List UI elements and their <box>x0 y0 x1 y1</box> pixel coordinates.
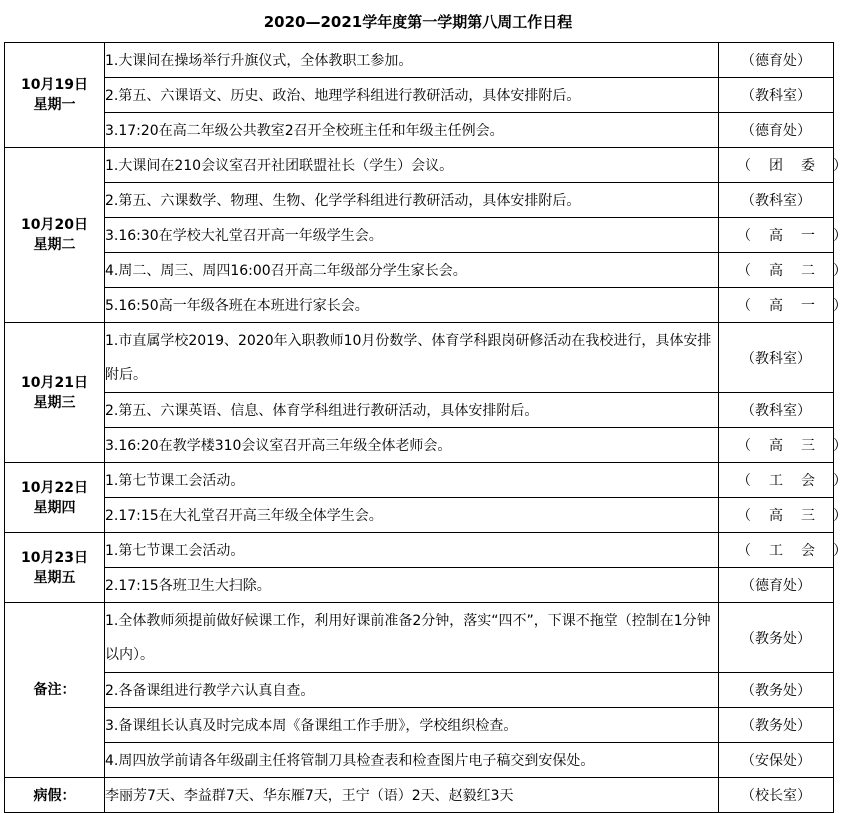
schedule-item: 1.第七节课工会活动。 <box>105 463 719 498</box>
schedule-item: 5.16:50高一年级各班在本班进行家长会。 <box>105 288 719 323</box>
schedule-item: 1.大课间在操场举行升旗仪式，全体教职工参加。 <box>105 43 719 78</box>
table-row <box>5 673 834 708</box>
day-cell <box>5 533 105 603</box>
schedule-item: 1.第七节课工会活动。 <box>105 533 719 568</box>
department-label: （安保处） <box>719 743 834 778</box>
department-label: （德育处） <box>719 568 834 603</box>
schedule-item: 3.17:20在高二年级公共教室2召开全校班主任和年级主任例会。 <box>105 113 719 148</box>
note-item: 4.周四放学前请各年级副主任将管制刀具检查表和检查图片电子稿交到安保处。 <box>105 743 719 778</box>
table-row <box>5 743 834 778</box>
day-cell <box>5 148 105 323</box>
schedule-item: 2.17:15在大礼堂召开高三年级全体学生会。 <box>105 498 719 533</box>
table-row <box>5 708 834 743</box>
schedule-item: 2.第五、六课英语、信息、体育学科组进行教研活动，具体安排附后。 <box>105 393 719 428</box>
department-label: （教科室） <box>719 183 834 218</box>
department-label: （教务处） <box>719 603 834 673</box>
schedule-item: 2.第五、六课语文、历史、政治、地理学科组进行教研活动，具体安排附后。 <box>105 78 719 113</box>
day-weekday: 星期五 <box>33 569 76 586</box>
department-label: （团委） <box>719 148 834 183</box>
table-row <box>5 393 834 428</box>
sick-leave-label: 病假： <box>5 778 105 813</box>
table-row <box>5 43 834 78</box>
table-row <box>5 498 834 533</box>
schedule-item: 4.周二、周三、周四16:00召开高二年级部分学生家长会。 <box>105 253 719 288</box>
note-item: 2.各备课组进行教学六认真自查。 <box>105 673 719 708</box>
department-label: （高二） <box>719 253 834 288</box>
day-weekday: 星期四 <box>33 499 76 516</box>
table-row <box>5 463 834 498</box>
day-weekday: 星期三 <box>33 394 76 411</box>
table-row <box>5 323 834 393</box>
schedule-item: 1.市直属学校2019、2020年入职教师10月份数学、体育学科跟岗研修活动在我校进行，具体安排附后。 <box>105 323 719 393</box>
department-label: （教务处） <box>719 708 834 743</box>
day-date: 10月23日 <box>21 549 88 566</box>
table-row <box>5 148 834 183</box>
schedule-item: 2.17:15各班卫生大扫除。 <box>105 568 719 603</box>
department-label: （工会） <box>719 533 834 568</box>
department-label: （高一） <box>719 288 834 323</box>
department-label: （校长室） <box>719 778 834 813</box>
page-title: 2020—2021学年度第一学期第八周工作日程 <box>263 13 573 31</box>
schedule-item: 3.16:30在学校大礼堂召开高一年级学生会。 <box>105 218 719 253</box>
department-label: （工会） <box>719 463 834 498</box>
department-label: （德育处） <box>719 113 834 148</box>
table-row <box>5 78 834 113</box>
schedule-table <box>4 42 865 813</box>
day-weekday: 星期二 <box>33 237 76 253</box>
schedule-item: 1.大课间在210会议室召开社团联盟社长（学生）会议。 <box>105 148 719 183</box>
day-cell <box>5 463 105 533</box>
day-date: 10月22日 <box>21 479 88 496</box>
department-label: （教科室） <box>719 393 834 428</box>
schedule-item: 2.第五、六课数学、物理、生物、化学学科组进行教研活动，具体安排附后。 <box>105 183 719 218</box>
department-label: （教科室） <box>719 323 834 393</box>
table-row <box>5 533 834 568</box>
table-row <box>5 778 834 813</box>
table-row <box>5 253 834 288</box>
department-label: （高一） <box>719 218 834 253</box>
schedule-item: 3.16:20在教学楼310会议室召开高三年级全体老师会。 <box>105 428 719 463</box>
department-label: （教科室） <box>719 78 834 113</box>
table-row <box>5 603 834 673</box>
department-label: （高三） <box>719 428 834 463</box>
table-row <box>5 218 834 253</box>
table-row <box>5 568 834 603</box>
sick-leave-list: 李丽芳7天、李益群7天、华东雁7天，王宁（语）2天、赵毅红3天 <box>105 778 719 813</box>
department-label: （高三） <box>719 498 834 533</box>
day-date: 10月20日 <box>21 217 88 233</box>
note-item: 1.全体教师须提前做好候课工作，利用好课前准备2分钟，落实“四不”，下课不拖堂（控制在1分钟以内）。 <box>105 603 719 673</box>
table-row <box>5 288 834 323</box>
table-row <box>5 113 834 148</box>
table-row <box>5 428 834 463</box>
day-weekday: 星期一 <box>33 97 76 113</box>
day-date: 10月19日 <box>21 77 88 93</box>
day-date: 10月21日 <box>21 374 88 391</box>
notes-label: 备注： <box>5 603 105 778</box>
department-label: （教务处） <box>719 673 834 708</box>
day-cell <box>5 323 105 463</box>
table-row <box>5 183 834 218</box>
department-label: （德育处） <box>719 43 834 78</box>
note-item: 3.备课组长认真及时完成本周《备课组工作手册》，学校组织检查。 <box>105 708 719 743</box>
day-cell <box>5 43 105 148</box>
